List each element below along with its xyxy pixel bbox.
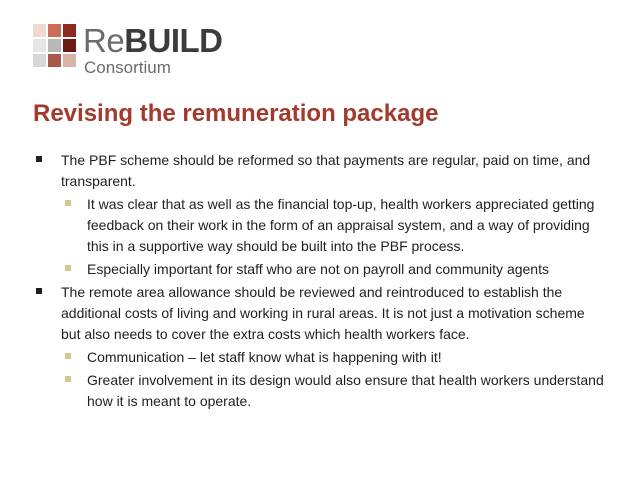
logo-square	[33, 54, 46, 67]
sub-bullet-item	[33, 194, 605, 257]
logo-square	[63, 54, 76, 67]
logo-square	[63, 24, 76, 37]
square-bullet-icon	[36, 288, 42, 294]
logo-square	[48, 54, 61, 67]
sub-bullet-item	[33, 347, 605, 368]
slide-title: Revising the remuneration package	[33, 100, 439, 127]
logo-square	[48, 24, 61, 37]
bullet-text: The remote area allowance should be reviewed and reintroduced to establish the additional costs of living and working in rural areas. It is not just a motivation scheme but also needs to cover the extra costs which health workers face.	[61, 284, 585, 342]
square-bullet-icon	[36, 156, 42, 162]
square-bullet-icon	[65, 200, 71, 206]
sub-bullet-item	[33, 259, 605, 280]
bullet-item	[33, 150, 605, 192]
bullet-item	[33, 282, 605, 345]
square-bullet-icon	[65, 353, 71, 359]
logo-square	[33, 24, 46, 37]
logo-square	[63, 39, 76, 52]
logo-wordmark-regular: Re	[83, 22, 125, 59]
logo-subline: Consortium	[84, 58, 171, 77]
rebuild-consortium-logo	[33, 24, 243, 79]
bullet-text: Greater involvement in its design would also ensure that health workers understand how it is meant to operate.	[87, 372, 604, 409]
logo-wordmark	[83, 23, 223, 59]
bullet-text: The PBF scheme should be reformed so that payments are regular, paid on time, and transparent.	[61, 152, 591, 189]
square-bullet-icon	[65, 265, 71, 271]
bullet-text: Communication – let staff know what is happening with it!	[87, 349, 442, 365]
square-bullet-icon	[65, 376, 71, 382]
logo-grid-icon	[33, 24, 76, 67]
bullet-list	[33, 150, 605, 414]
bullet-text: It was clear that as well as the financial top-up, health workers appreciated getting feedback on their work in the form of an appraisal system, and a way of providing this in a supportive way should be built into the PBF process.	[87, 196, 595, 254]
logo-square	[48, 39, 61, 52]
bullet-text: Especially important for staff who are not on payroll and community agents	[87, 261, 549, 277]
logo-wordmark-bold: BUILD	[124, 22, 223, 59]
sub-bullet-item	[33, 370, 605, 412]
logo-square	[33, 39, 46, 52]
